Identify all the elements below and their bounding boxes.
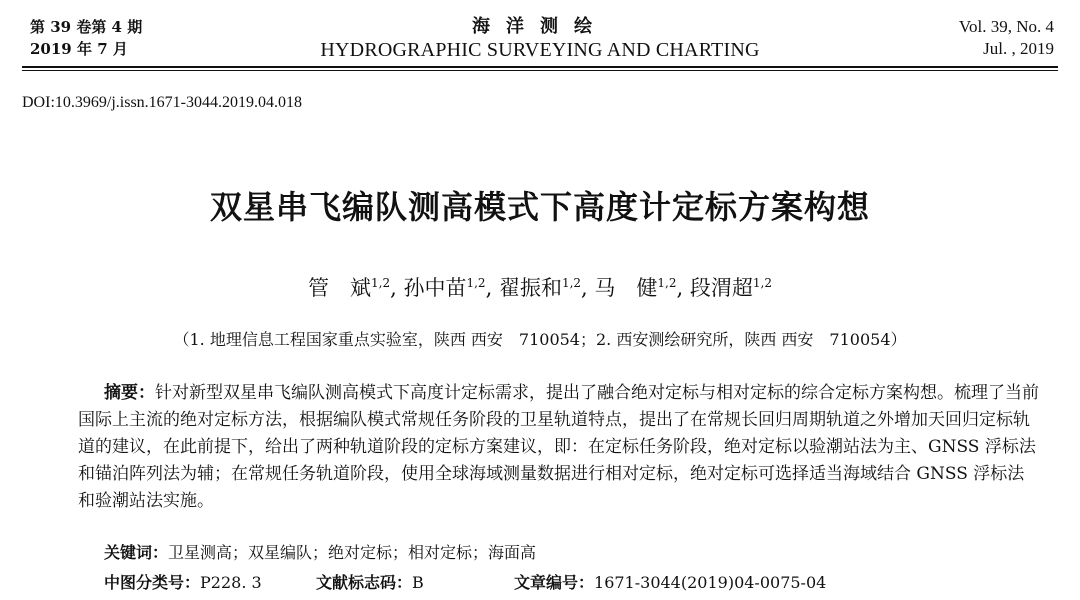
- date-en: Jul. , 2019: [983, 39, 1054, 58]
- clc-label: 中图分类号：: [104, 573, 201, 592]
- author-affil-sup: 1,2: [371, 276, 391, 290]
- author-separator: ,: [676, 276, 684, 300]
- author-name: 管 斌: [308, 276, 372, 300]
- author-name: 马 健: [594, 276, 658, 300]
- author: [308, 276, 397, 300]
- journal-name-cn: 海洋测绘: [472, 16, 608, 37]
- author-affil-sup: 1,2: [657, 276, 677, 290]
- abstract: [78, 380, 1040, 515]
- author-name: 孙中苗: [403, 276, 467, 300]
- author-separator: ,: [581, 276, 588, 300]
- author-name: 段渭超: [689, 276, 753, 300]
- header-right: [959, 16, 1054, 60]
- author-separator: ,: [485, 276, 493, 300]
- article-number: [514, 570, 826, 593]
- keywords-text: 卫星测高；双星编队；绝对定标；相对定标；海面高: [168, 543, 537, 562]
- author-separator: ,: [390, 276, 397, 300]
- header-rule-thin: [22, 70, 1058, 71]
- journal-header: [22, 10, 1058, 66]
- header-rule-thick: [22, 66, 1058, 68]
- author: [594, 276, 683, 300]
- keywords: [104, 540, 536, 563]
- volume-en: Vol. 39, No. 4: [958, 17, 1054, 36]
- date-cn: 2019 年 7 月: [30, 40, 128, 58]
- clc-value: P228. 3: [200, 573, 262, 592]
- author-name: 翟振和: [498, 276, 562, 300]
- abstract-label: 摘要：: [104, 383, 155, 403]
- clc-number: [104, 570, 262, 593]
- doc-label: 文献标志码：: [316, 573, 413, 592]
- author-list: [0, 272, 1080, 302]
- keywords-label: 关键词：: [104, 543, 169, 562]
- author: [403, 276, 492, 300]
- journal-name-en: HYDROGRAPHIC SURVEYING AND CHARTING: [320, 39, 760, 61]
- author-affil-sup: 1,2: [752, 276, 772, 290]
- art-label: 文章编号：: [514, 573, 595, 592]
- volume-cn: 第 39 卷第 4 期: [30, 18, 143, 36]
- doi: DOI:10.3969/j.issn.1671-3044.2019.04.018: [22, 94, 302, 111]
- document-code: [316, 570, 424, 593]
- author: [499, 276, 588, 300]
- author-affil-sup: 1,2: [466, 276, 486, 290]
- affiliations: （1. 地理信息工程国家重点实验室，陕西 西安 710054；2. 西安测绘研究所，陕西 西安 710054）: [173, 330, 907, 349]
- doc-value: B: [412, 573, 424, 592]
- art-value: 1671-3044(2019)04-0075-04: [594, 573, 827, 592]
- paper-title: 双星串飞编队测高模式下高度计定标方案构想: [209, 188, 870, 226]
- author: [690, 276, 772, 300]
- abstract-text: 针对新型双星串飞编队测高模式下高度计定标需求，提出了融合绝对定标与相对定标的综合定标方案构想。梳理了当前国际上主流的绝对定标方法，根据编队模式常规任务阶段的卫星轨道特点，提出了在常规长回归周期轨道之外增加天回归定标轨道的建议，在此前提下，给出了两种轨道阶段的定标方案建议，即：在定标任务阶段，绝对定标以验潮站法为主、GNSS 浮标法和锚泊阵列法为辅；在常规任务轨道阶段，使用全球海域测量数据进行相对定标，绝对定标可选择适当海域结合 GNSS 浮标法和验潮站法实施。: [78, 383, 1039, 511]
- header-center: [22, 16, 1058, 62]
- author-affil-sup: 1,2: [561, 276, 582, 290]
